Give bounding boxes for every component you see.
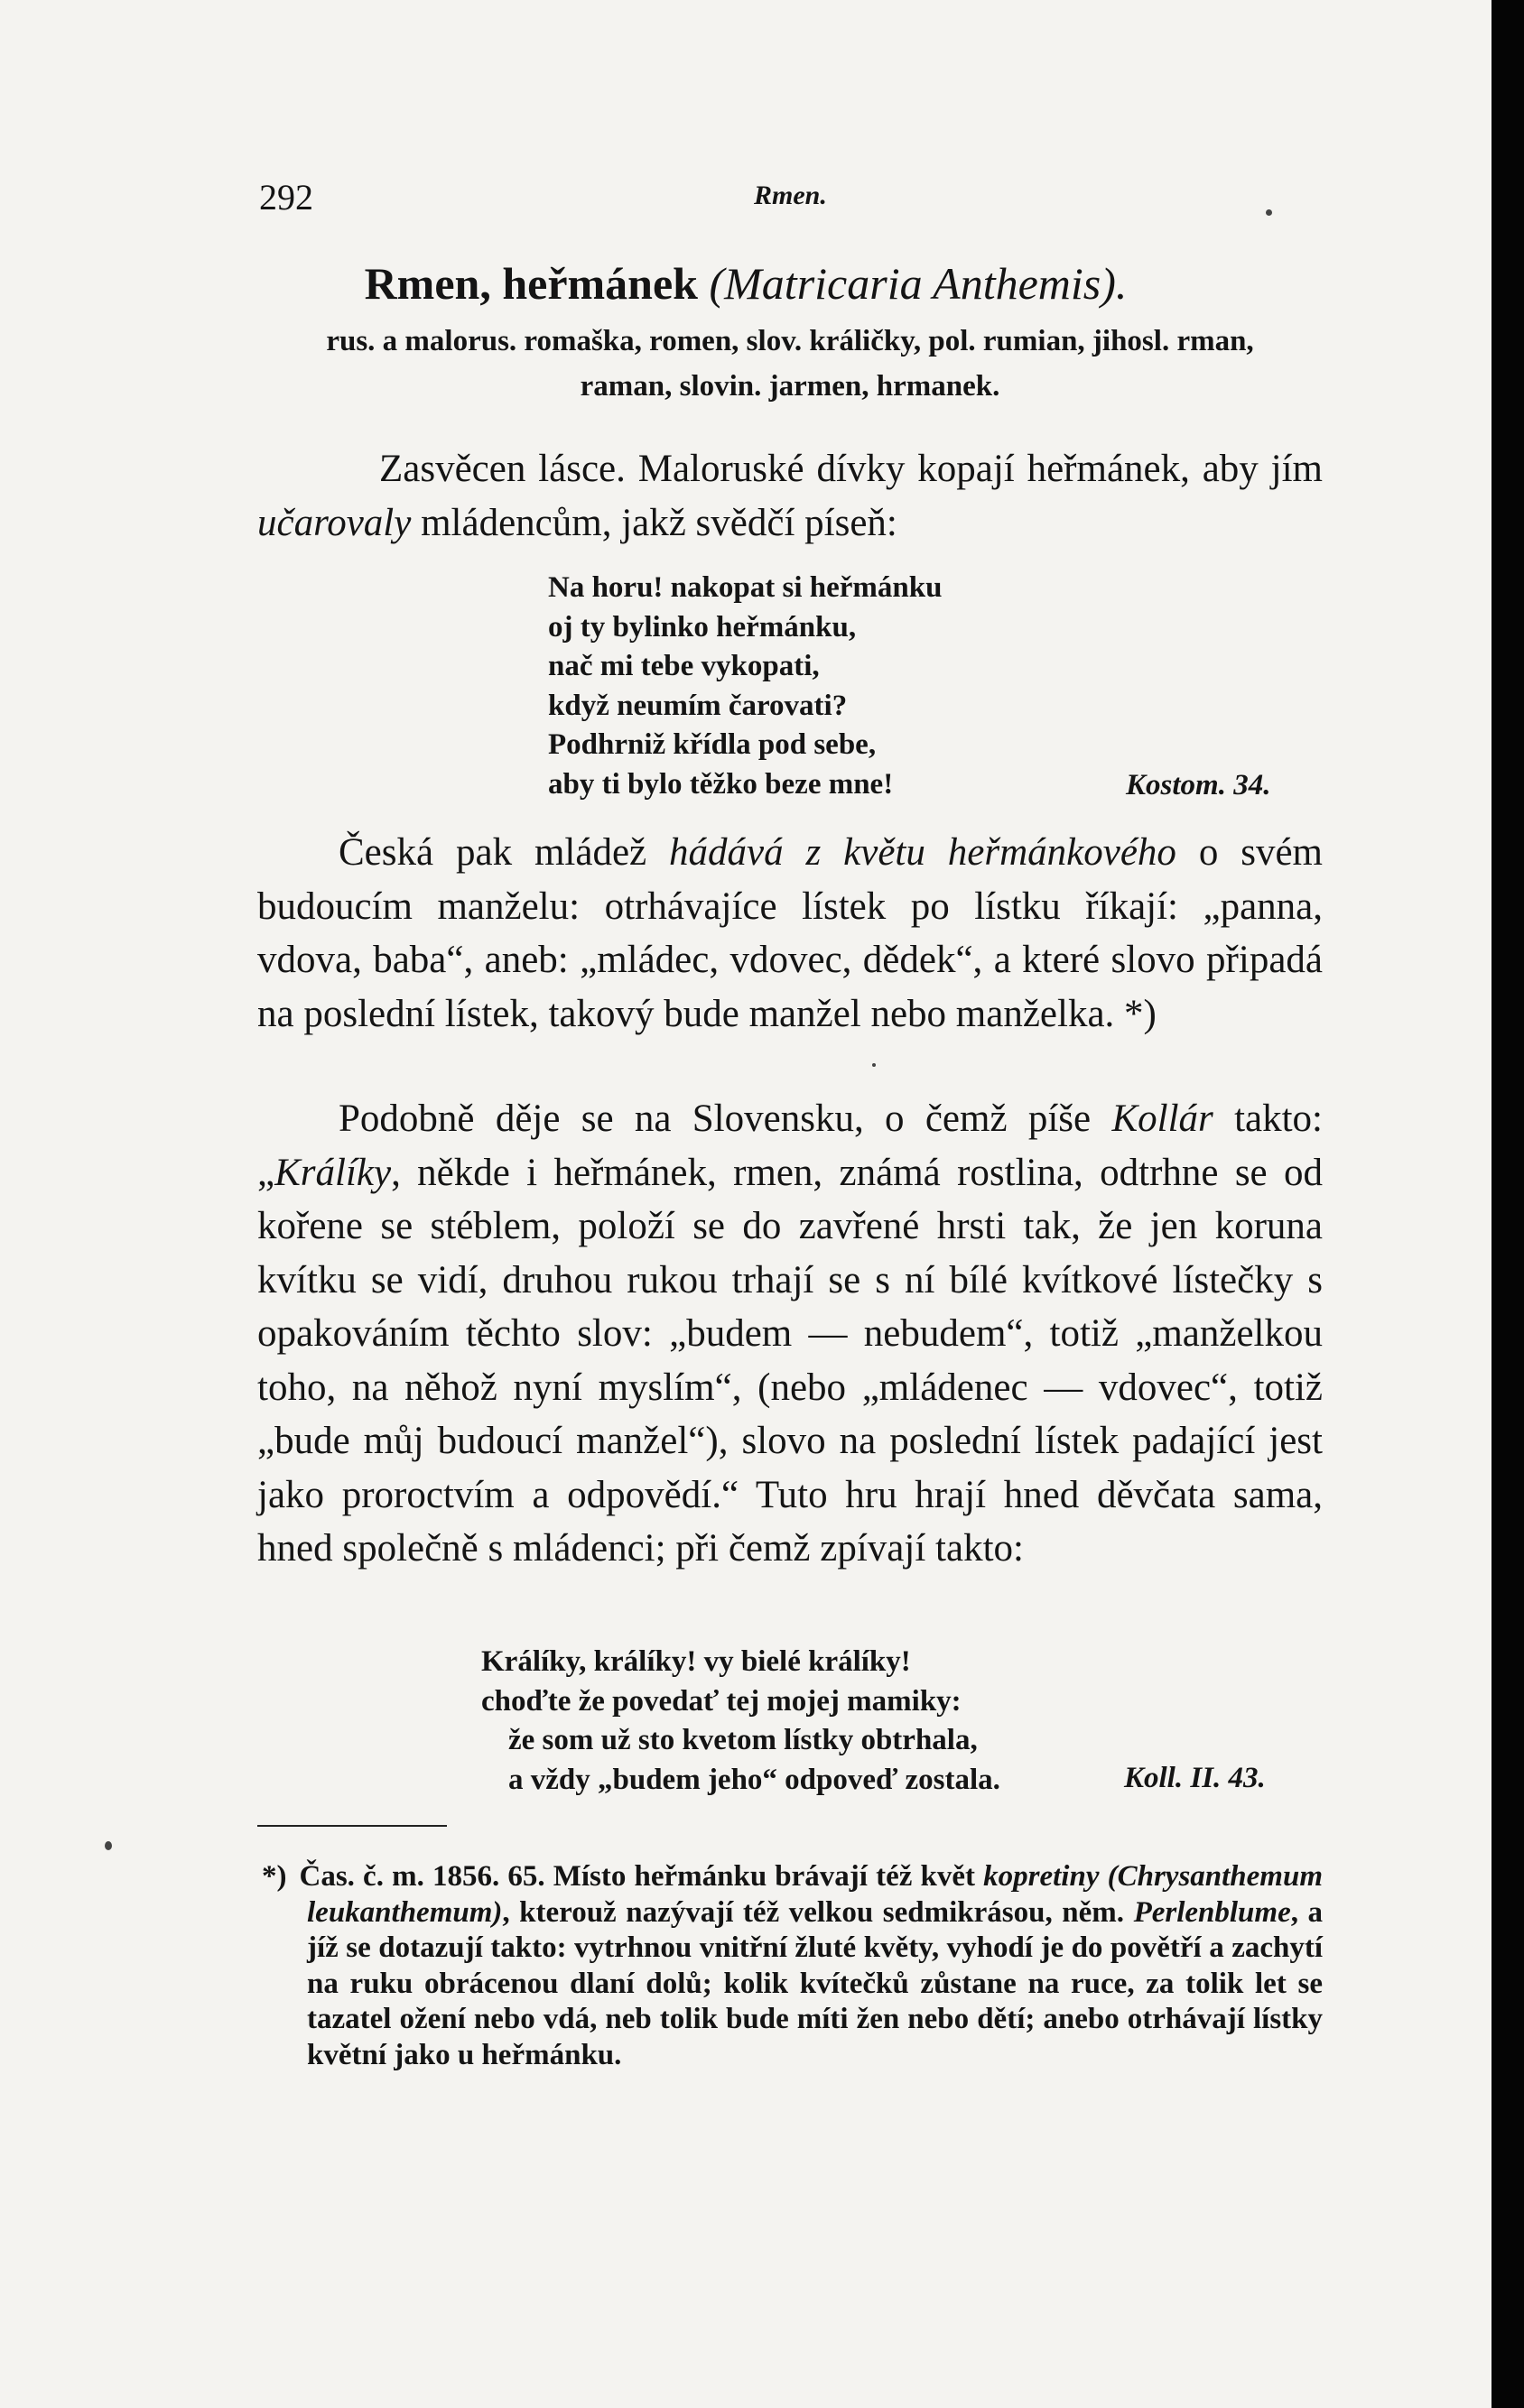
footnote-text-3: , a jíž se dotazují takto: vytrhnou vnitřní žluté květy, vyhodí je do povětří a zachytí na ruku obrácenou dlaní dolů; kolik kvítečků zůstane na ruce, za tolik let se tazatel ožení nebo vdá, neb tolik bude míti žen nebo dětí; anebo otrhávají lístky květní jako u heřmánku. xyxy=(307,1895,1324,2071)
verse-line: Podhrniž křídla pod sebe, xyxy=(548,728,877,761)
footnote-text: Čas. č. m. 1856. 65. Místo heřmánku brávají též květ xyxy=(299,1860,984,1893)
synonyms-line-1: rus. a malorus. romaška, romen, slov. králičky, pol. rumian, jihosl. rman, xyxy=(326,325,1254,357)
page-number: 292 xyxy=(259,177,313,218)
verse-line: a vždy „budem jeho“ odpoveď zostala. xyxy=(508,1763,1000,1796)
verse-line: Králíky, králíky! vy bielé králíky! xyxy=(481,1645,911,1678)
footnote xyxy=(262,1859,1324,2073)
paragraph-3-emphasis: Králíky xyxy=(274,1151,392,1194)
paragraph-3-text-mid: takto: „ xyxy=(257,1097,1323,1194)
verse-line: aby ti bylo těžko beze mne! xyxy=(548,767,894,801)
footnote-emphasis-1: kopretiny (Chrysanthemum leukanthemum) xyxy=(307,1860,1323,1929)
entry-title-latin: (Matricaria Anthemis). xyxy=(709,258,1128,309)
paragraph-2-text: Česká pak mládež xyxy=(339,831,670,874)
footnote-text-2: , kterouž nazývají též velkou sedmikrásou, něm. xyxy=(502,1895,1134,1929)
paragraph-3-author: Kollár xyxy=(1111,1097,1213,1140)
verse-line: choďte že povedať tej mojej mamiky: xyxy=(481,1684,962,1718)
paragraph-3-text-end: , někde i heřmánek, rmen, známá rostlina, odtrhne se od kořene se stéblem, položí se do zavřené hrsti tak, že jen koruna kvítku se vidí, druhou rukou trhají se s ní bílé kvítkové lístečky s opakováním těchto slov: „budem — nebudem“, totiž „manželkou toho, na něhož nyní myslím“, (nebo „mládenec — vdovec“, totiž „bude můj budoucí manžel“), slovo na poslední lístek padající jest jako proroctvím a odpovědí.“ Tuto hru hrají hned děvčata sama, hned společně s mládenci; při čemž zpívají takto: xyxy=(257,1151,1323,1570)
verse-line: Na horu! nakopat si heřmánku xyxy=(548,571,943,604)
footnote-marker: *) xyxy=(262,1860,287,1893)
paragraph-2 xyxy=(257,826,1323,1041)
verse-line: když neumím čarovati? xyxy=(548,689,848,722)
footnote-emphasis-2: Perlenblume xyxy=(1133,1895,1291,1929)
paragraph-1-text: Zasvěcen lásce. Maloruské dívky kopají heřmánek, aby jím xyxy=(379,448,1323,490)
verse-line: nač mi tebe vykopati, xyxy=(548,650,820,682)
scan-speck xyxy=(1266,209,1272,216)
verse-2-source: Koll. II. 43. xyxy=(1124,1762,1266,1794)
scan-speck xyxy=(872,1063,876,1067)
entry-title xyxy=(0,257,1491,310)
verse-line: oj ty bylinko heřmánku, xyxy=(548,610,857,644)
scan-edge xyxy=(1491,0,1524,2408)
verse-1-source: Kostom. 34. xyxy=(1126,769,1271,801)
paragraph-1-emphasis: učarovaly xyxy=(257,501,412,544)
paragraph-2-text-end: o svém budoucím manželu: otrhávajíce lístek po lístku říkají: „panna, vdova, baba“, aneb: „mládec, vdovec, dědek“, a které slovo připadá na poslední lístek, takový bude manžel nebo manželka. *) xyxy=(257,831,1323,1035)
paragraph-1-text-end: mládencům, jakž svědčí píseň: xyxy=(411,501,897,544)
footnote-divider xyxy=(257,1825,447,1827)
running-head: Rmen. xyxy=(754,181,827,210)
verse-line: že som už sto kvetom lístky obtrhala, xyxy=(508,1724,978,1756)
entry-title-main: Rmen, heřmánek xyxy=(364,258,698,309)
verse-1 xyxy=(548,569,942,804)
synonyms-line-2: raman, slovin. jarmen, hrmanek. xyxy=(580,370,1000,403)
scan-speck xyxy=(105,1841,112,1850)
verse-2 xyxy=(481,1643,1000,1800)
paragraph-3-text: Podobně děje se na Slovensku, o čemž píše xyxy=(339,1097,1112,1140)
paragraph-1 xyxy=(257,442,1323,550)
paragraph-3 xyxy=(257,1092,1323,1576)
paragraph-2-emphasis: hádává z květu heřmánkového xyxy=(669,831,1176,874)
